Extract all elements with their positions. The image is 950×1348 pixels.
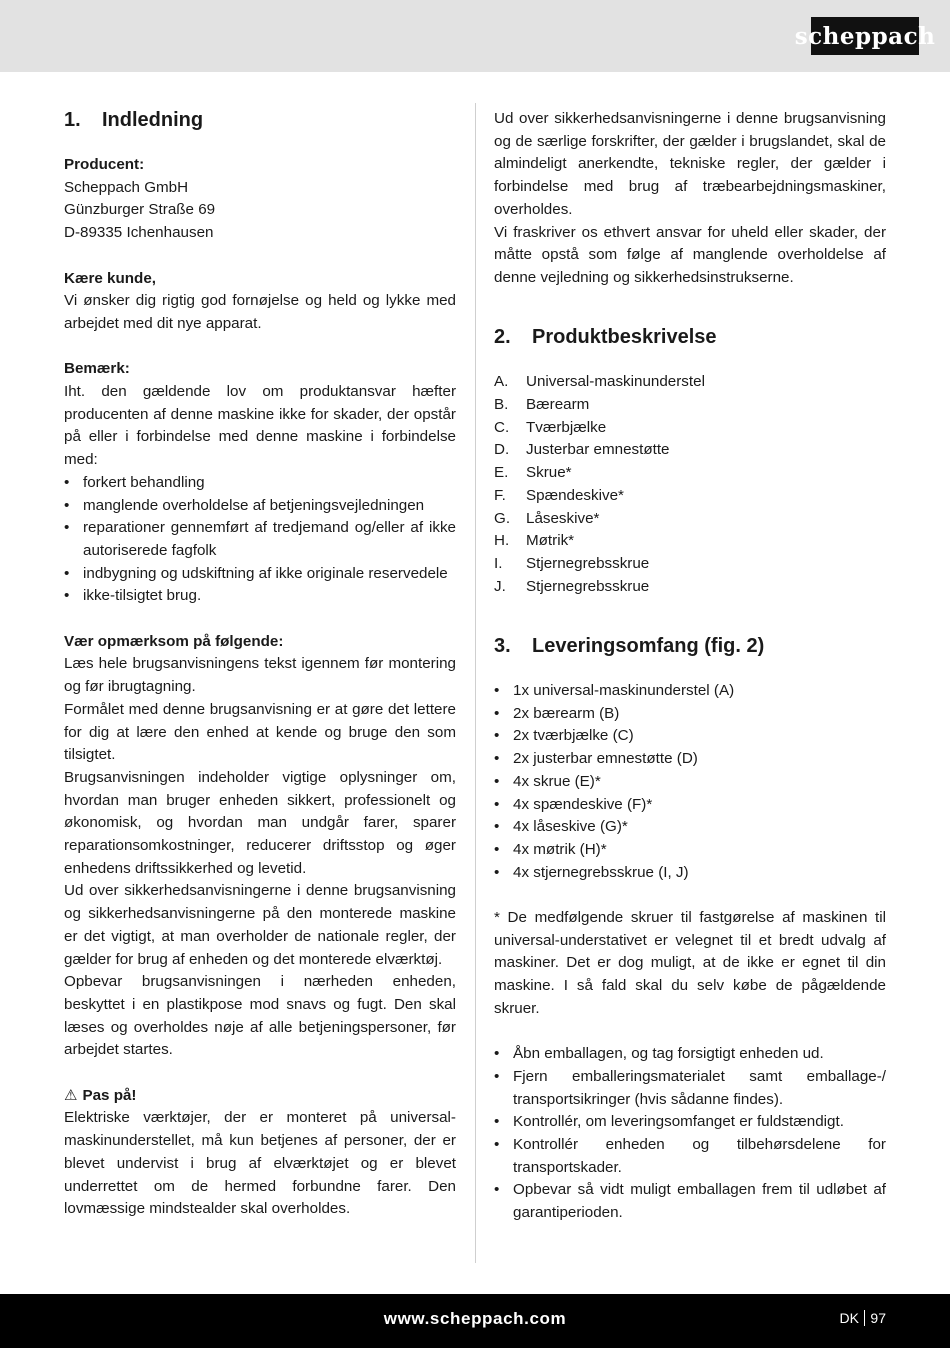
section-3-heading [494, 634, 886, 658]
part-label: Tværbjælke [526, 418, 607, 436]
attention-paragraph: Opbevar brugsanvisningen i nærheden enheden, beskyttet i en plastikpose mod snavs og fugt. Den skal læses og overholdes nøje af alle betjeningspersoner, før arbejdet startes. [64, 973, 456, 1059]
part-label: Møtrik* [526, 532, 575, 550]
greeting-text: Vi ønsker dig rigtig god fornøjelse og held og lykke med arbejdet med dit nye apparat. [64, 292, 456, 332]
intro-paragraph: Vi fraskriver os ethvert ansvar for uheld eller skader, der måtte opstå som følge af manglende overholdelse af denne vejledning og sikkerhedsinstrukserne. [494, 223, 886, 286]
section-2-number: 2. [494, 326, 511, 349]
list-item: • Fjern emballeringsmaterialet samt emballage-/ transportsikringer (hvis sådanne findes). [494, 1066, 886, 1111]
list-item [494, 485, 886, 508]
producer-line: Günzburger Straße 69 [64, 201, 216, 219]
part-label: Justerbar emnestøtte [526, 441, 670, 459]
note-list [64, 472, 456, 608]
list-item: • 2x justerbar emnestøtte (D) [494, 748, 886, 771]
list-item: • 2x tværbjælke (C) [494, 725, 886, 748]
parts-list [494, 371, 886, 598]
part-key: A. [494, 373, 509, 391]
section-3-title: Leveringsomfang (fig. 2) [532, 635, 765, 658]
list-item: • 4x skrue (E)* [494, 771, 886, 794]
list-item: • Kontrollér enheden og tilbehørsdelene for transportskader. [494, 1134, 886, 1179]
section-1-title: Indledning [102, 109, 204, 131]
header-bar [0, 0, 950, 72]
warning-label: Pas på! [82, 1086, 137, 1104]
part-key: B. [494, 396, 509, 414]
part-key: E. [494, 464, 509, 482]
intro-paragraph: Ud over sikkerhedsanvisningerne i denne brugsanvisning og de særlige forskrifter, der gælder i brugslandet, skal de almindeligt anerkendte, tekniske regler, der gælder i forbindelse med brug af træbearbejdningsmaskiner, overholdes. [494, 110, 886, 218]
list-item [494, 394, 886, 417]
producer-line: D-89335 Ichenhausen [64, 224, 214, 242]
list-item [494, 508, 886, 531]
list-item [494, 439, 886, 462]
part-label: Stjernegrebsskrue [526, 577, 650, 595]
part-key: F. [494, 486, 506, 504]
section-3-number: 3. [494, 635, 511, 658]
unpacking-steps [494, 1043, 886, 1225]
page-number: 97 [870, 1310, 886, 1326]
part-key: G. [494, 509, 511, 527]
part-key: D. [494, 441, 510, 459]
list-item: • forkert behandling [64, 472, 456, 495]
attention-paragraph: Ud over sikkerhedsanvisningerne i denne brugsanvisning og sikkerhedsanvisningerne på den monterede maskine er det vigtigt, at man overholder de nationale regler, der gælder for brug af enheden og det monterede elværktøj. [64, 882, 456, 968]
list-item [494, 417, 886, 440]
part-label: Spændeskive* [526, 486, 624, 504]
list-item: • ikke-tilsigtet brug. [64, 585, 456, 608]
list-item [494, 553, 886, 576]
part-label: Bærearm [526, 396, 590, 414]
part-key: C. [494, 418, 510, 436]
part-label: Skrue* [526, 464, 572, 482]
list-item: • Opbevar så vidt muligt emballagen frem til udløbet af garantiperioden. [494, 1179, 886, 1224]
footer-url: www.scheppach.com [383, 1309, 567, 1328]
producer-label: Producent: [64, 156, 145, 173]
page-separator [864, 1310, 866, 1326]
section-1-heading [64, 108, 456, 132]
list-item: • 2x bærearm (B) [494, 703, 886, 726]
list-item [494, 371, 886, 394]
producer-line: Scheppach GmbH [64, 178, 189, 196]
footer-bar [0, 1294, 950, 1348]
part-key: I. [494, 554, 503, 572]
language-code: DK [839, 1310, 859, 1326]
part-label: Universal-maskinunderstel [526, 373, 705, 391]
list-item: • 4x låseskive (G)* [494, 816, 886, 839]
note-text: Iht. den gældende lov om produktansvar hæfter producenten af denne maskine ikke for skader, der opstår på eller i forbindelse med denne maskine i forbindelse med: [64, 383, 456, 469]
list-item [494, 576, 886, 599]
list-item: • 4x spændeskive (F)* [494, 794, 886, 817]
delivery-list [494, 680, 886, 884]
list-item: • manglende overholdelse af betjeningsvejledningen [64, 495, 456, 518]
list-item [494, 530, 886, 553]
section-1-number: 1. [64, 109, 81, 131]
list-item: • 4x møtrik (H)* [494, 839, 886, 862]
page-info [839, 1310, 886, 1326]
screw-footnote: * De medfølgende skruer til fastgørelse af maskinen til universal-understativet er velegnet til et bredt udvalg af maskiner. Det er dog muligt, at de ikke er egnet til din maskine. I så fald skal du selv købe de pågældende skruer. [494, 909, 886, 1017]
list-item [494, 462, 886, 485]
note-label: Bemærk: [64, 360, 130, 378]
greeting-label: Kære kunde, [64, 269, 156, 287]
column-divider [475, 103, 476, 1263]
part-key: J. [494, 577, 506, 595]
warning-text: Elektriske værktøjer, der er monteret på universal-maskinunderstellet, må kun betjenes af personer, der er blevet undervist i brug af elværktøjet og er blevet underrettet om de hermed forbundne farer. Den lovmæssige mindstealder skal overholdes. [64, 1109, 456, 1218]
warning-heading [64, 1085, 456, 1108]
section-2-title: Produktbeskrivelse [532, 326, 717, 349]
list-item: • indbygning og udskiftning af ikke originale reservedele [64, 563, 456, 586]
list-item: • Kontrollér, om leveringsomfanget er fuldstændigt. [494, 1111, 886, 1134]
attention-paragraph: Brugsanvisningen indeholder vigtige oplysninger om, hvordan man bruger enheden sikkert, professionelt og økonomisk, og hvordan man undgår farer, sparer reparationsomkostninger, reducerer driftsstop og øger enhedens driftssikkerhed og levetid. [64, 768, 456, 877]
list-item: • Åbn emballagen, og tag forsigtigt enheden ud. [494, 1043, 886, 1066]
part-label: Stjernegrebsskrue [526, 554, 650, 572]
attention-paragraph: Læs hele brugsanvisningens tekst igennem før montering og før ibrugtagning. [64, 655, 456, 696]
right-column [494, 108, 886, 1225]
list-item: • 4x stjernegrebsskrue (I, J) [494, 862, 886, 885]
part-key: H. [494, 532, 510, 550]
section-2-heading [494, 325, 886, 349]
list-item: • 1x universal-maskinunderstel (A) [494, 680, 886, 703]
attention-paragraph: Formålet med denne brugsanvisning er at gøre det lettere for dig at lære den enhed at kende og bruge den som tilsigtet. [64, 700, 456, 764]
attention-label: Vær opmærksom på følgende: [64, 632, 284, 650]
brand-logo: scheppach [811, 17, 919, 55]
left-column [64, 108, 456, 1221]
part-label: Låseskive* [526, 509, 600, 527]
list-item: • reparationer gennemført af tredjemand og/eller af ikke autoriserede fagfolk [64, 517, 456, 562]
warning-triangle-icon: ⚠ [64, 1086, 78, 1104]
